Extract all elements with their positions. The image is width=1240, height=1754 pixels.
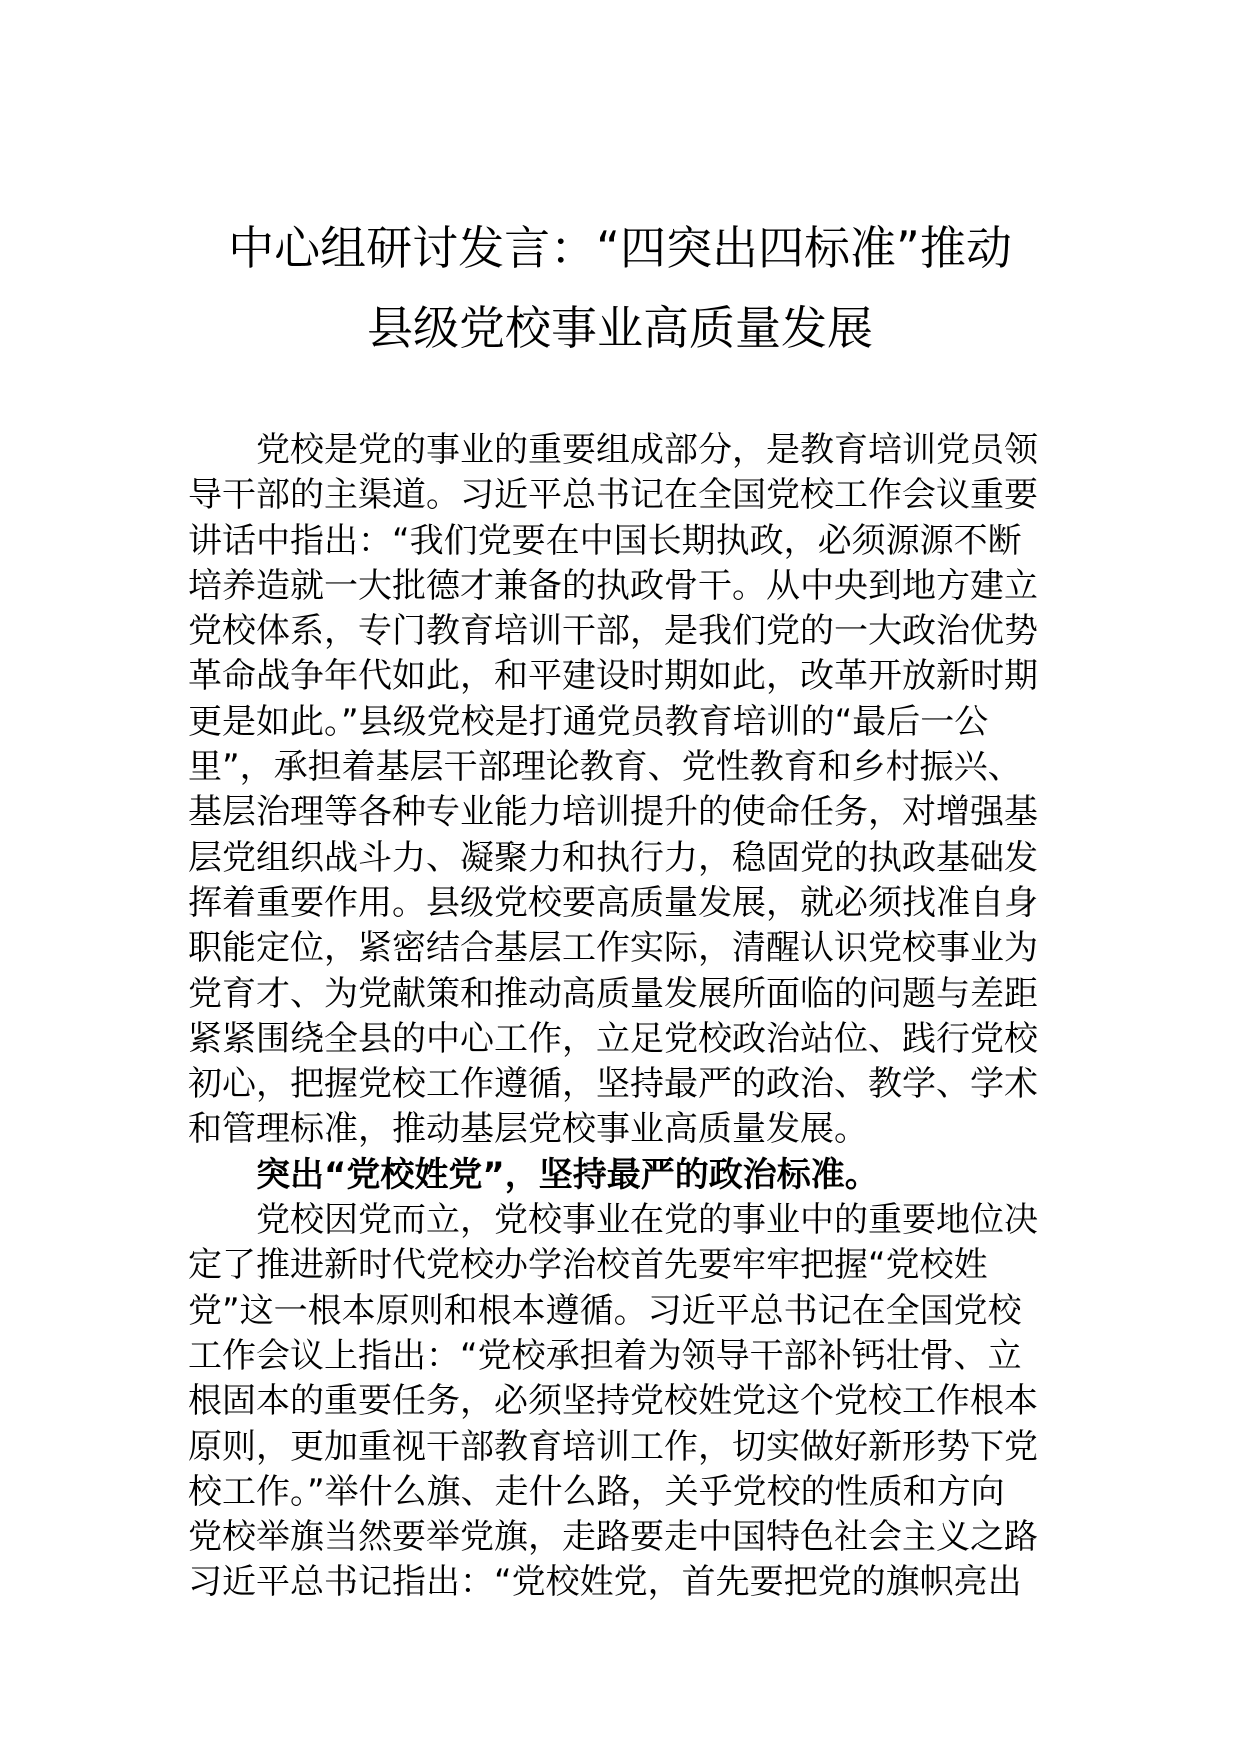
- body-line: 党校举旗当然要举党旗，走路要走中国特色社会主义之路: [188, 1517, 1038, 1558]
- body-line: 革命战争年代如此，和平建设时期如此，改革开放新时期: [188, 656, 1038, 697]
- body-line: 紧紧围绕全县的中心工作，立足党校政治站位、践行党校: [188, 1018, 1038, 1059]
- body-line: 初心，把握党校工作遵循，坚持最严的政治、教学、学术: [188, 1064, 1038, 1105]
- body-line: 里”，承担着基层干部理论教育、党性教育和乡村振兴、: [188, 747, 1022, 788]
- body-line: 党校体系，专门教育培训干部，是我们党的一大政治优势: [188, 611, 1038, 652]
- document-body: [188, 428, 1058, 1606]
- body-line: 工作会议上指出：“党校承担着为领导干部补钙壮骨、立: [188, 1335, 1022, 1376]
- body-line: 党校因党而立，党校事业在党的事业中的重要地位决: [256, 1200, 1038, 1241]
- body-line: 校工作。”举什么旗、走什么路，关乎党校的性质和方向: [188, 1471, 1005, 1512]
- body-line: 更是如此。”县级党校是打通党员教育培训的“最后一公: [188, 701, 989, 742]
- document-title: [160, 208, 1080, 368]
- body-line: 定了推进新时代党校办学治校首先要牢牢把握“党校姓: [188, 1245, 988, 1286]
- body-line: 层党组织战斗力、凝聚力和执行力，稳固党的执政基础发: [188, 837, 1038, 878]
- body-line: 根固本的重要任务，必须坚持党校姓党这个党校工作根本: [188, 1381, 1038, 1422]
- title-line-2: 县级党校事业高质量发展: [367, 301, 873, 355]
- body-line: 讲话中指出：“我们党要在中国长期执政，必须源源不断: [188, 520, 1022, 561]
- title-line-1: 中心组研讨发言：“四突出四标准”推动: [228, 221, 1012, 275]
- body-line: 基层治理等各种专业能力培训提升的使命任务，对增强基: [188, 792, 1038, 833]
- body-line: 党”这一根本原则和根本遵循。习近平总书记在全国党校: [188, 1290, 1022, 1331]
- body-line: 挥着重要作用。县级党校要高质量发展，就必须找准自身: [188, 882, 1038, 923]
- body-line: 原则，更加重视干部教育培训工作，切实做好新形势下党: [188, 1426, 1038, 1467]
- section-heading: 突出“党校姓党”，坚持最严的政治标准。: [256, 1154, 879, 1195]
- body-line: 党校是党的事业的重要组成部分，是教育培训党员领: [256, 430, 1038, 470]
- body-line: 和管理标准，推动基层党校事业高质量发展。: [188, 1109, 868, 1150]
- body-line: 党育才、为党献策和推动高质量发展所面临的问题与差距: [188, 973, 1038, 1014]
- body-line: 导干部的主渠道。习近平总书记在全国党校工作会议重要: [188, 475, 1038, 516]
- body-line: 习近平总书记指出：“党校姓党，首先要把党的旗帜亮出: [188, 1562, 1022, 1603]
- body-line: 培养造就一大批德才兼备的执政骨干。从中央到地方建立: [188, 565, 1038, 606]
- body-line: 职能定位，紧密结合基层工作实际，清醒认识党校事业为: [188, 928, 1038, 969]
